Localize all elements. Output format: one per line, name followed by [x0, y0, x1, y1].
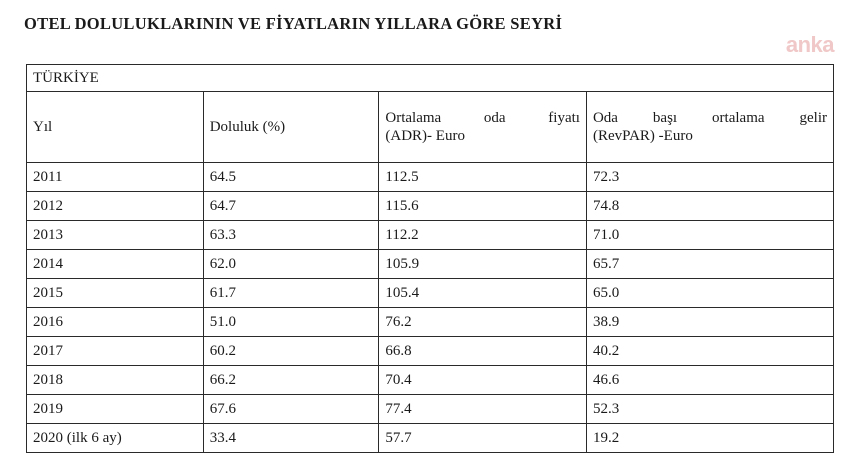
header-revpar-line2: (RevPAR) -Euro: [592, 128, 693, 144]
cell-occupancy: 60.2: [203, 337, 379, 366]
cell-adr: 112.2: [379, 221, 587, 250]
cell-revpar: 19.2: [586, 424, 833, 453]
cell-adr: 70.4: [379, 366, 587, 395]
cell-revpar: 38.9: [586, 308, 833, 337]
cell-revpar: 71.0: [586, 221, 833, 250]
table-row: [27, 250, 834, 279]
cell-adr: 115.6: [379, 192, 587, 221]
cell-revpar: 74.8: [586, 192, 833, 221]
header-occupancy: Doluluk (%): [203, 92, 379, 163]
table-row: [27, 395, 834, 424]
cell-occupancy: 64.7: [203, 192, 379, 221]
cell-adr: 105.4: [379, 279, 587, 308]
table-row: [27, 192, 834, 221]
header-revpar-line1: Oda başı ortalama gelir: [592, 110, 827, 126]
table-country-row: [27, 65, 834, 92]
cell-revpar: 40.2: [586, 337, 833, 366]
cell-occupancy: 62.0: [203, 250, 379, 279]
cell-occupancy: 63.3: [203, 221, 379, 250]
cell-year: 2013: [27, 221, 204, 250]
table-row: [27, 337, 834, 366]
table-row: [27, 308, 834, 337]
cell-occupancy: 61.7: [203, 279, 379, 308]
header-adr: [379, 92, 587, 163]
cell-adr: 57.7: [379, 424, 587, 453]
header-adr-line1: Ortalama oda fiyatı: [385, 110, 580, 126]
table-header-row: [27, 92, 834, 163]
table-row: [27, 221, 834, 250]
cell-occupancy: 64.5: [203, 163, 379, 192]
header-year: Yıl: [27, 92, 204, 163]
cell-revpar: 65.0: [586, 279, 833, 308]
cell-adr: 105.9: [379, 250, 587, 279]
table-row: [27, 163, 834, 192]
cell-occupancy: 51.0: [203, 308, 379, 337]
cell-adr: 77.4: [379, 395, 587, 424]
cell-adr: 112.5: [379, 163, 587, 192]
cell-revpar: 52.3: [586, 395, 833, 424]
cell-year: 2020 (ilk 6 ay): [27, 424, 204, 453]
header-adr-line2: (ADR)- Euro: [385, 128, 465, 144]
cell-adr: 76.2: [379, 308, 587, 337]
cell-occupancy: 33.4: [203, 424, 379, 453]
cell-occupancy: 66.2: [203, 366, 379, 395]
cell-year: 2016: [27, 308, 204, 337]
table-row: [27, 424, 834, 453]
cell-revpar: 72.3: [586, 163, 833, 192]
cell-revpar: 65.7: [586, 250, 833, 279]
document-title: OTEL DOLULUKLARININ VE FİYATLARIN YILLARA GÖRE SEYRİ: [24, 14, 563, 33]
hotel-occupancy-table: [26, 64, 834, 453]
anka-watermark-logo: anka: [785, 32, 834, 57]
header-revpar: [586, 92, 833, 163]
table-row: [27, 366, 834, 395]
cell-year: 2017: [27, 337, 204, 366]
cell-year: 2012: [27, 192, 204, 221]
cell-occupancy: 67.6: [203, 395, 379, 424]
cell-adr: 66.8: [379, 337, 587, 366]
cell-year: 2011: [27, 163, 204, 192]
country-label: TÜRKİYE: [27, 65, 834, 92]
cell-year: 2019: [27, 395, 204, 424]
table-row: [27, 279, 834, 308]
cell-revpar: 46.6: [586, 366, 833, 395]
cell-year: 2015: [27, 279, 204, 308]
cell-year: 2018: [27, 366, 204, 395]
cell-year: 2014: [27, 250, 204, 279]
